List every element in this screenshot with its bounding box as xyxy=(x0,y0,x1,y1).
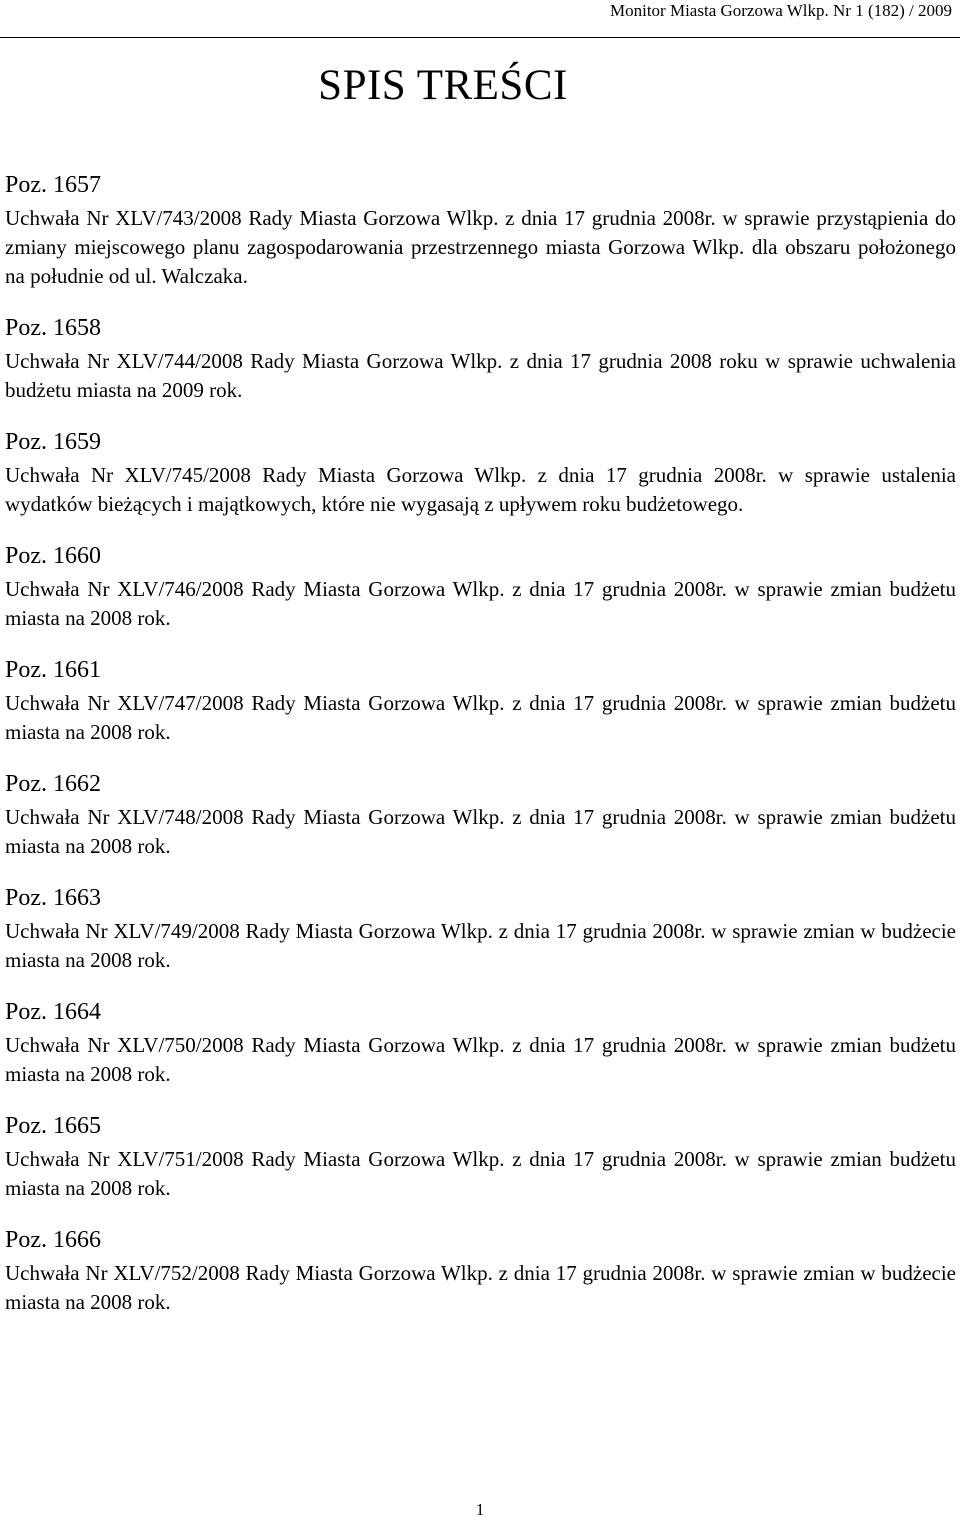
toc-entry-1663 xyxy=(5,881,956,975)
page-number: 1 xyxy=(475,1500,485,1519)
entry-description: Uchwała Nr XLV/746/2008 Rady Miasta Gorzowa Wlkp. z dnia 17 grudnia 2008r. w sprawie zmian budżetu miasta na 2008 rok. xyxy=(5,577,956,630)
entry-description: Uchwała Nr XLV/750/2008 Rady Miasta Gorzowa Wlkp. z dnia 17 grudnia 2008r. w sprawie zmian budżetu miasta na 2008 rok. xyxy=(5,1033,956,1086)
entry-position: Poz. 1657 xyxy=(5,172,101,198)
entry-description: Uchwała Nr XLV/745/2008 Rady Miasta Gorzowa Wlkp. z dnia 17 grudnia 2008r. w sprawie ustalenia wydatków bieżących i majątkowych, które nie wygasają z upływem roku budżetowego. xyxy=(5,463,956,516)
entry-position: Poz. 1664 xyxy=(5,999,101,1025)
entry-description: Uchwała Nr XLV/747/2008 Rady Miasta Gorzowa Wlkp. z dnia 17 grudnia 2008r. w sprawie zmian budżetu miasta na 2008 rok. xyxy=(5,691,956,744)
entry-position: Poz. 1666 xyxy=(5,1227,101,1253)
table-of-contents xyxy=(5,168,956,1317)
entry-description: Uchwała Nr XLV/748/2008 Rady Miasta Gorzowa Wlkp. z dnia 17 grudnia 2008r. w sprawie zmian budżetu miasta na 2008 rok. xyxy=(5,805,956,858)
entry-position: Poz. 1662 xyxy=(5,771,101,797)
entry-position: Poz. 1660 xyxy=(5,543,101,569)
entry-position: Poz. 1665 xyxy=(5,1113,101,1139)
entry-description: Uchwała Nr XLV/749/2008 Rady Miasta Gorzowa Wlkp. z dnia 17 grudnia 2008r. w sprawie zmian w budżecie miasta na 2008 rok. xyxy=(5,919,956,972)
toc-entry-1665 xyxy=(5,1109,956,1203)
page-title: SPIS TREŚCI xyxy=(318,62,568,109)
toc-entry-1659 xyxy=(5,425,956,519)
toc-entry-1661 xyxy=(5,653,956,747)
entry-position: Poz. 1663 xyxy=(5,885,101,911)
toc-entry-1664 xyxy=(5,995,956,1089)
toc-entry-1657 xyxy=(5,168,956,291)
entry-description: Uchwała Nr XLV/743/2008 Rady Miasta Gorzowa Wlkp. z dnia 17 grudnia 2008r. w sprawie przystąpienia do zmiany miejscowego planu zagospodarowania przestrzennego miasta Gorzowa Wlkp. dla obszaru położonego na południe od ul. Walczaka. xyxy=(5,206,956,288)
toc-entry-1662 xyxy=(5,767,956,861)
entry-position: Poz. 1658 xyxy=(5,315,101,341)
toc-entry-1666 xyxy=(5,1223,956,1317)
entry-description: Uchwała Nr XLV/751/2008 Rady Miasta Gorzowa Wlkp. z dnia 17 grudnia 2008r. w sprawie zmian budżetu miasta na 2008 rok. xyxy=(5,1147,956,1200)
entry-position: Poz. 1661 xyxy=(5,657,101,683)
entry-description: Uchwała Nr XLV/744/2008 Rady Miasta Gorzowa Wlkp. z dnia 17 grudnia 2008 roku w sprawie uchwalenia budżetu miasta na 2009 rok. xyxy=(5,349,956,402)
toc-entry-1658 xyxy=(5,311,956,405)
page-header xyxy=(0,0,960,30)
header-rule xyxy=(0,37,960,38)
entry-description: Uchwała Nr XLV/752/2008 Rady Miasta Gorzowa Wlkp. z dnia 17 grudnia 2008r. w sprawie zmian w budżecie miasta na 2008 rok. xyxy=(5,1261,956,1314)
toc-entry-1660 xyxy=(5,539,956,633)
header-text: Monitor Miasta Gorzowa Wlkp. Nr 1 (182) / 2009 xyxy=(610,1,952,20)
entry-position: Poz. 1659 xyxy=(5,429,101,455)
